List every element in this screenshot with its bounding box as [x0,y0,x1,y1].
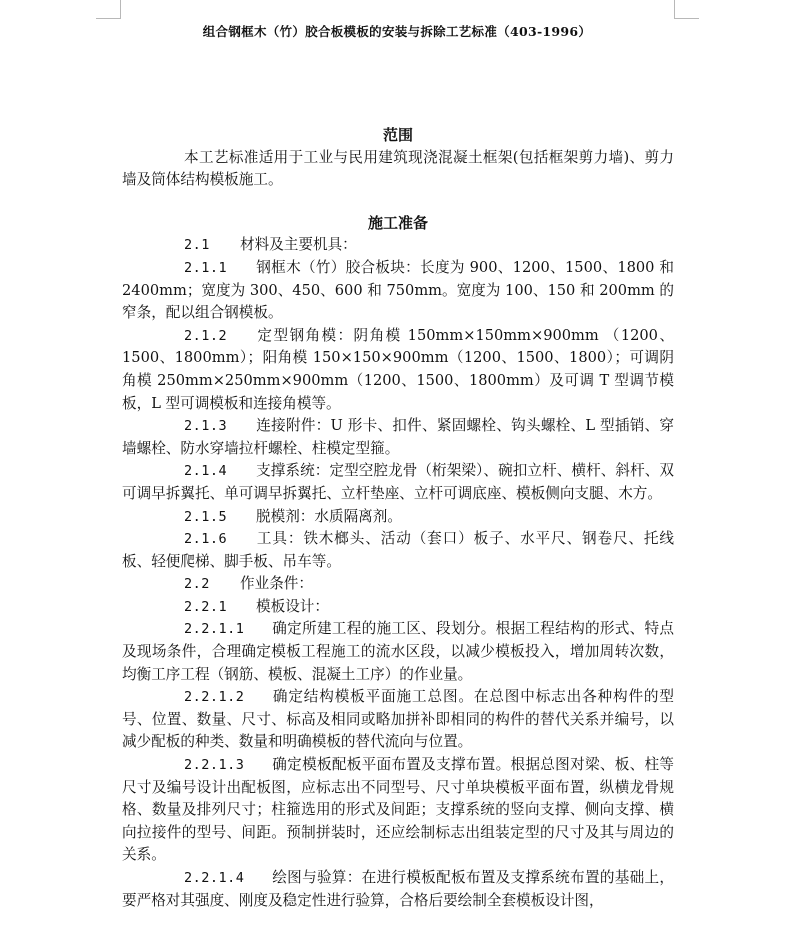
clause-number: 2.1.2 [184,327,228,344]
paragraph [122,528,674,573]
paragraph [122,234,674,257]
paragraph-text: 模板设计： [256,597,329,615]
document-header: 组合钢框木（竹）胶合板模板的安装与拆除工艺标准（403-1996） [202,24,592,39]
clause-number: 2.2.1.3 [184,757,245,774]
paragraph [122,325,674,415]
clause-number: 2.2.1.1 [184,621,245,638]
paragraph [122,573,674,596]
clause-number: 2.1.4 [184,463,228,480]
clause-number: 2.1.6 [184,531,228,548]
paragraph [122,257,674,325]
document-body [122,124,674,912]
paragraph-text: 钢框木（竹）胶合板块：长度为 900、1200、1500、1800 和 2400mm；宽度为 300、450、600 和 750mm。宽度为 100、150 和 200mm 的窄条，配以组合钢模板。 [122,258,674,322]
clause-number: 2.1.1 [184,259,228,276]
paragraph [122,754,674,867]
paragraph-text: 确定结构模板平面施工总图。在总图中标志出各种构件的型号、位置、数量、尺寸、标高及相同或略加拼补即相同的构件的替代关系并编号，以减少配板的种类、数量和明确模板的替代流向与位置。 [122,688,674,751]
clause-number: 2.2 [184,576,210,593]
paragraph [122,596,674,619]
paragraph-text: 绘图与验算：在进行模板配板布置及支撑系统布置的基础上，要严格对其强度、刚度及稳定性进行验算，合格后要绘制全套模板设计图， [122,869,674,909]
section-title-preparation: 施工准备 [367,213,428,232]
paragraph-text: 材料及主要机具： [240,236,357,254]
paragraph-text: 连接附件：U 形卡、扣件、紧固螺栓、钩头螺栓、L 型插销、穿墙螺栓、防水穿墙拉杆螺栓、柱模定型箍。 [122,417,674,457]
page-corner-mark-right [674,0,699,19]
paragraph-text: 支撑系统：定型空腔龙骨（桁架梁）、碗扣立杆、横杆、斜杆、双可调早拆翼托、单可调早拆翼托、立杆垫座、立杆可调底座、模板侧向支腿、木方。 [122,462,674,502]
paragraph-text: 脱模剂：水质隔离剂。 [256,507,402,525]
clause-number: 2.2.1.2 [184,689,245,706]
clause-number: 2.1.3 [184,418,228,435]
paragraph-text: 本工艺标准适用于工业与民用建筑现浇混凝土框架(包括框架剪力墙)、剪力墙及筒体结构模板施工。 [122,148,674,189]
paragraph-text: 工具：铁木榔头、活动（套口）板子、水平尺、钢卷尺、托线板、轻便爬梯、脚手板、吊车等。 [122,530,674,570]
paragraph-text: 作业条件： [240,575,313,593]
paragraph-text: 确定所建工程的施工区、段划分。根据工程结构的形式、特点及现场条件，合理确定模板工程施工的流水区段，以减少模板投入，增加周转次数，均衡工序工程（钢筋、模板、混凝土工序）的作业量。 [122,620,674,683]
paragraph [122,506,674,529]
paragraph [122,147,674,192]
paragraph [122,686,674,754]
paragraph [122,867,674,912]
paragraph [122,618,674,686]
clause-number: 2.1.5 [184,508,228,525]
paragraph [122,415,674,460]
clause-number: 2.2.1 [184,598,228,615]
clause-number: 2.1 [184,237,210,254]
section-title-scope: 范围 [382,126,413,144]
paragraph-text: 定型钢角模：阴角模 150mm×150mm×900mm （1200、1500、1800mm）；阳角模 150×150×900mm（1200、1500、1800）；可调阴角模 250mm×250mm×900mm（1200、1500、1800mm）及可调 T 型调节模板，L 型可调模板和连接角模等。 [122,326,674,412]
paragraph-text: 确定模板配板平面布置及支撑布置。根据总图对梁、板、柱等尺寸及编号设计出配板图，应标志出不同型号、尺寸单块模板平面布置，纵横龙骨规格、数量及排列尺寸；柱箍选用的形式及间距；支撑系统的竖向支撑、侧向支撑、横向拉接件的型号、间距。预制拼装时，还应绘制标志出组装定型的尺寸及其与周边的关系。 [122,756,674,864]
clause-number: 2.2.1.4 [184,870,245,886]
paragraph [122,460,674,505]
page-corner-mark-left [96,0,121,19]
